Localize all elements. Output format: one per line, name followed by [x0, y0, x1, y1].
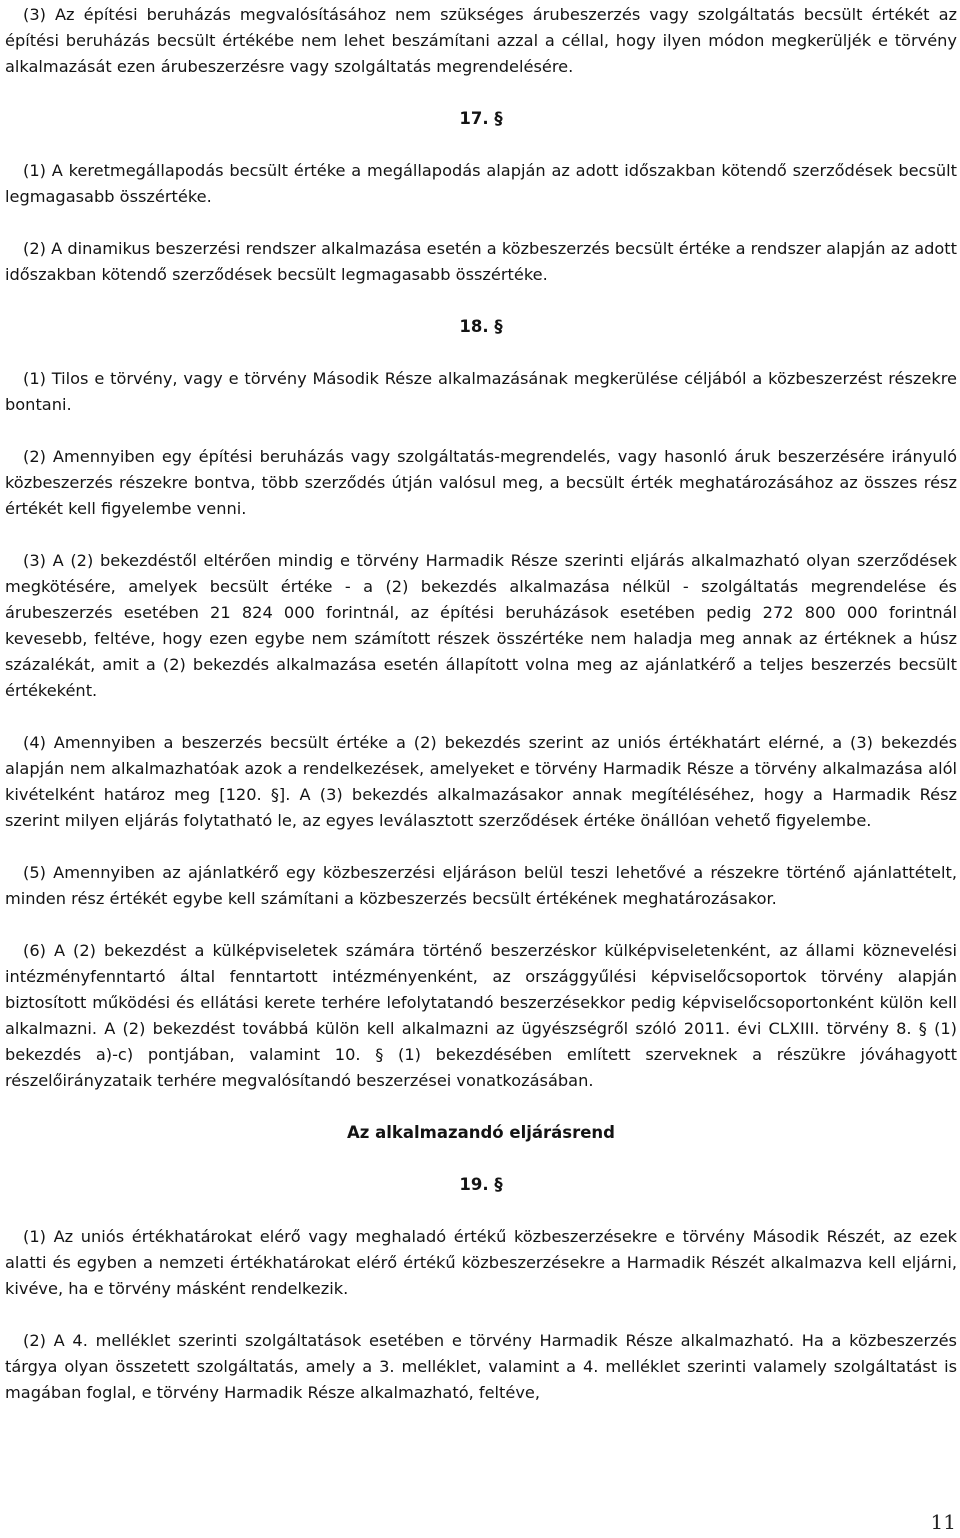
paragraph: (4) Amennyiben a beszerzés becsült értéke a (2) bekezdés szerint az uniós értékhatárt elérné, a (3) bekezdés alapján nem alkalmazhatóak azok a rendelkezések, amelyeket e törvény Harmadik Része a törvény alkalmazása alól kivételként határoz meg [120. §]. A (3) bekezdés alkalmazásakor annak megítéléséhez, hogy a Harmadik Rész szerint milyen eljárás folytatható le, az egyes leválasztott szerződések értéke önállóan vehető figyelembe.	[5, 733, 957, 830]
section-heading	[5, 314, 957, 340]
paragraph: (3) A (2) bekezdéstől eltérően mindig e törvény Harmadik Része szerinti eljárás alkalmazható olyan szerződések megkötésére, amelyek becsült értéke - a (2) bekezdés alkalmazása nélkül - szolgáltatás megrendelése és árubeszerzés esetében 21 824 000 forintnál, az építési beruházások esetében pedig 272 800 000 forintnál kevesebb, feltéve, hogy ezen egybe nem számított részek összértéke nem haladja meg annak az értéknek a húsz százalékát, amit a (2) bekezdés alkalmazása esetén állapított volna meg az ajánlatkérő a teljes beszerzés becsült értékeként.	[5, 551, 957, 700]
section-symbol: §	[494, 1175, 503, 1194]
paragraph: (2) A 4. melléklet szerinti szolgáltatások esetében e törvény Harmadik Része alkalmazható. Ha a közbeszerzés tárgya olyan összetett szolgáltatás, amely a 3. melléklet, valamint a 4. melléklet szerinti valamely szolgáltatást is magában foglal, e törvény Harmadik Része alkalmazható, feltéve,	[5, 1331, 957, 1402]
paragraph: (1) A keretmegállapodás becsült értéke a megállapodás alapján az adott időszakban kötendő szerződések becsült legmagasabb összértéke.	[5, 161, 957, 206]
page-number: 11	[930, 1510, 956, 1534]
paragraph: (5) Amennyiben az ajánlatkérő egy közbeszerzési eljáráson belül teszi lehetővé a részekre történő ajánlattételt, minden rész értékét egybe kell számítani a közbeszerzés becsült értékének meghatározásakor.	[5, 863, 957, 908]
paragraph: (3) Az építési beruházás megvalósításához nem szükséges árubeszerzés vagy szolgáltatás becsült értékét az építési beruházás becsült értékébe nem lehet beszámítani azzal a céllal, hogy ilyen módon megkerüljék e törvény alkalmazását ezen árubeszerzésre vagy szolgáltatás megrendelésére.	[5, 5, 957, 76]
paragraph: (2) A dinamikus beszerzési rendszer alkalmazása esetén a közbeszerzés becsült értéke a rendszer alapján az adott időszakban kötendő szerződések becsült legmagasabb összértéke.	[5, 239, 957, 284]
section-heading	[5, 1172, 957, 1198]
paragraph: (1) Tilos e törvény, vagy e törvény Második Része alkalmazásának megkerülése céljából a közbeszerzést részekre bontani.	[5, 369, 957, 414]
paragraph: (1) Az uniós értékhatárokat elérő vagy meghaladó értékű közbeszerzésekre e törvény Második Részét, az ezek alatti és egyben a nemzeti értékhatárokat elérő értékű közbeszerzésekre a Harmadik Részét alkalmazva kell eljárni, kivéve, ha e törvény másként rendelkezik.	[5, 1227, 957, 1298]
document-page	[5, 2, 957, 1406]
paragraph: (2) Amennyiben egy építési beruházás vagy szolgáltatás-megrendelés, vagy hasonló áruk beszerzésére irányuló közbeszerzés részekre bontva, több szerződés útján valósul meg, a becsült érték meghatározásához az összes rész értékét kell figyelembe venni.	[5, 447, 957, 518]
section-symbol: §	[494, 317, 503, 336]
section-symbol: §	[494, 109, 503, 128]
section-number: 18.	[459, 317, 489, 336]
section-heading	[5, 106, 957, 132]
section-number: 19.	[459, 1175, 489, 1194]
section-number: 17.	[459, 109, 489, 128]
chapter-heading: Az alkalmazandó eljárásrend	[347, 1123, 615, 1142]
paragraph: (6) A (2) bekezdést a külképviseletek számára történő beszerzéskor külképviseletenként, az állami köznevelési intézményfenntartó által fenntartott intézményenként, az országgyűlési képviselőcsoportok törvény alapján biztosított működési és ellátási kerete terhére lefolytatandó beszerzésekkor pedig képviselőcsoportonként külön kell alkalmazni. A (2) bekezdést továbbá külön kell alkalmazni az ügyészségről szóló 2011. évi CLXIII. törvény 8. § (1) bekezdés a)-c) pontjában, valamint 10. § (1) bekezdésében említett szerveknek a részükre jóváhagyott részelőirányzataik terhére megvalósítandó beszerzései vonatkozásában.	[5, 941, 957, 1090]
